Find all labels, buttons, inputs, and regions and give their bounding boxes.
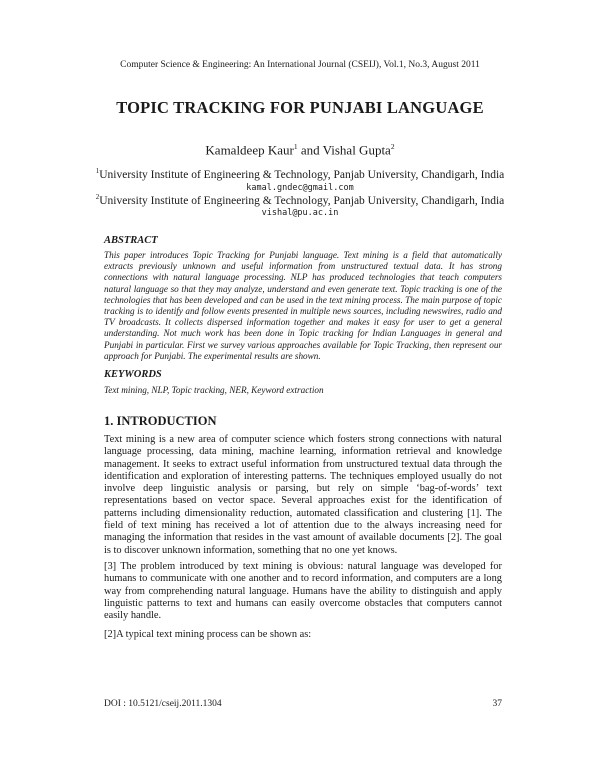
author-2: Vishal Gupta <box>322 142 391 158</box>
affiliation-2-sup: 2 <box>95 193 100 201</box>
footer-doi: DOI : 10.5121/cseij.2011.1304 <box>104 699 222 709</box>
email-2: vishal@pu.ac.in <box>261 208 339 218</box>
keywords-heading: KEYWORDS <box>104 369 162 380</box>
intro-paragraph-2: [3] The problem introduced by text mining is obvious: natural language was developed for humans to communicate with one another and to record information, and computers are a long way from comprehending natural language. Humans have the ability to distinguish and apply linguistic patterns to text and humans can easily overcome obstacles that computers cannot easily handle. <box>104 561 502 622</box>
keywords-text: Text mining, NLP, Topic tracking, NER, Keyword extraction <box>104 385 324 395</box>
affiliation-1-text: University Institute of Engineering & Technology, Panjab University, Chandigarh, India <box>99 168 505 181</box>
author-2-sup: 2 <box>390 142 395 151</box>
footer-page-number: 37 <box>492 699 502 709</box>
paper-title: TOPIC TRACKING FOR PUNJABI LANGUAGE <box>116 98 484 117</box>
author-1: Kamaldeep Kaur <box>205 142 294 158</box>
intro-paragraph-3: [2]A typical text mining process can be shown as: <box>104 629 312 640</box>
author-line <box>0 142 600 158</box>
journal-header: Computer Science & Engineering: An International Journal (CSEIJ), Vol.1, No.3, August 2011 <box>120 60 480 70</box>
intro-paragraph-1: Text mining is a new area of computer science which fosters strong connections with natural language processing, data mining, machine learning, information retrieval and knowledge management. It seeks to extract useful information from unstructured textual data through the identification and exploration of interesting patterns. The techniques employed usually do not involve deep linguistic analysis or parsing, but rely on simple ‘bag-of-words’ text representations based on vector space. Several approaches exist for the identification of patterns including dimensionality reduction, automated classification and clustering [1]. The field of text mining has received a lot of attention due to the always increasing need for managing the information that resides in the vast amount of available documents [2]. The goal is to discover unknown information, something that no one yet knows. <box>104 434 502 556</box>
affiliation-2 <box>0 193 600 207</box>
introduction-heading: 1. INTRODUCTION <box>104 414 217 428</box>
affiliation-2-text: University Institute of Engineering & Technology, Panjab University, Chandigarh, India <box>99 194 505 207</box>
author-joiner: and <box>297 142 323 158</box>
author-1-sup: 1 <box>293 142 298 151</box>
abstract-heading: ABSTRACT <box>104 235 158 246</box>
affiliation-1 <box>0 167 600 181</box>
abstract-text: This paper introduces Topic Tracking for Punjabi language. Text mining is a field that automatically extracts previously unknown and useful information from unstructured textual data. It has strong connections with natural language processing. NLP has produced technologies that teach computers natural language so that they may analyze, understand and even generate text. Topic tracking is one of the technologies that has been developed and can be used in the text mining process. The main purpose of topic tracking is to identify and follow events presented in multiple news sources, including newswires, radio and TV broadcasts. It collects dispersed information together and makes it easy for user to get a general understanding. Not much work has been done in Topic tracking for Indian Languages in general and Punjabi in particular. First we survey various approaches available for Topic Tracking, then represent our approach for Punjabi. The experimental results are shown. <box>104 250 502 361</box>
affiliation-1-sup: 1 <box>95 167 100 175</box>
email-1: kamal.gndec@gmail.com <box>246 183 354 193</box>
